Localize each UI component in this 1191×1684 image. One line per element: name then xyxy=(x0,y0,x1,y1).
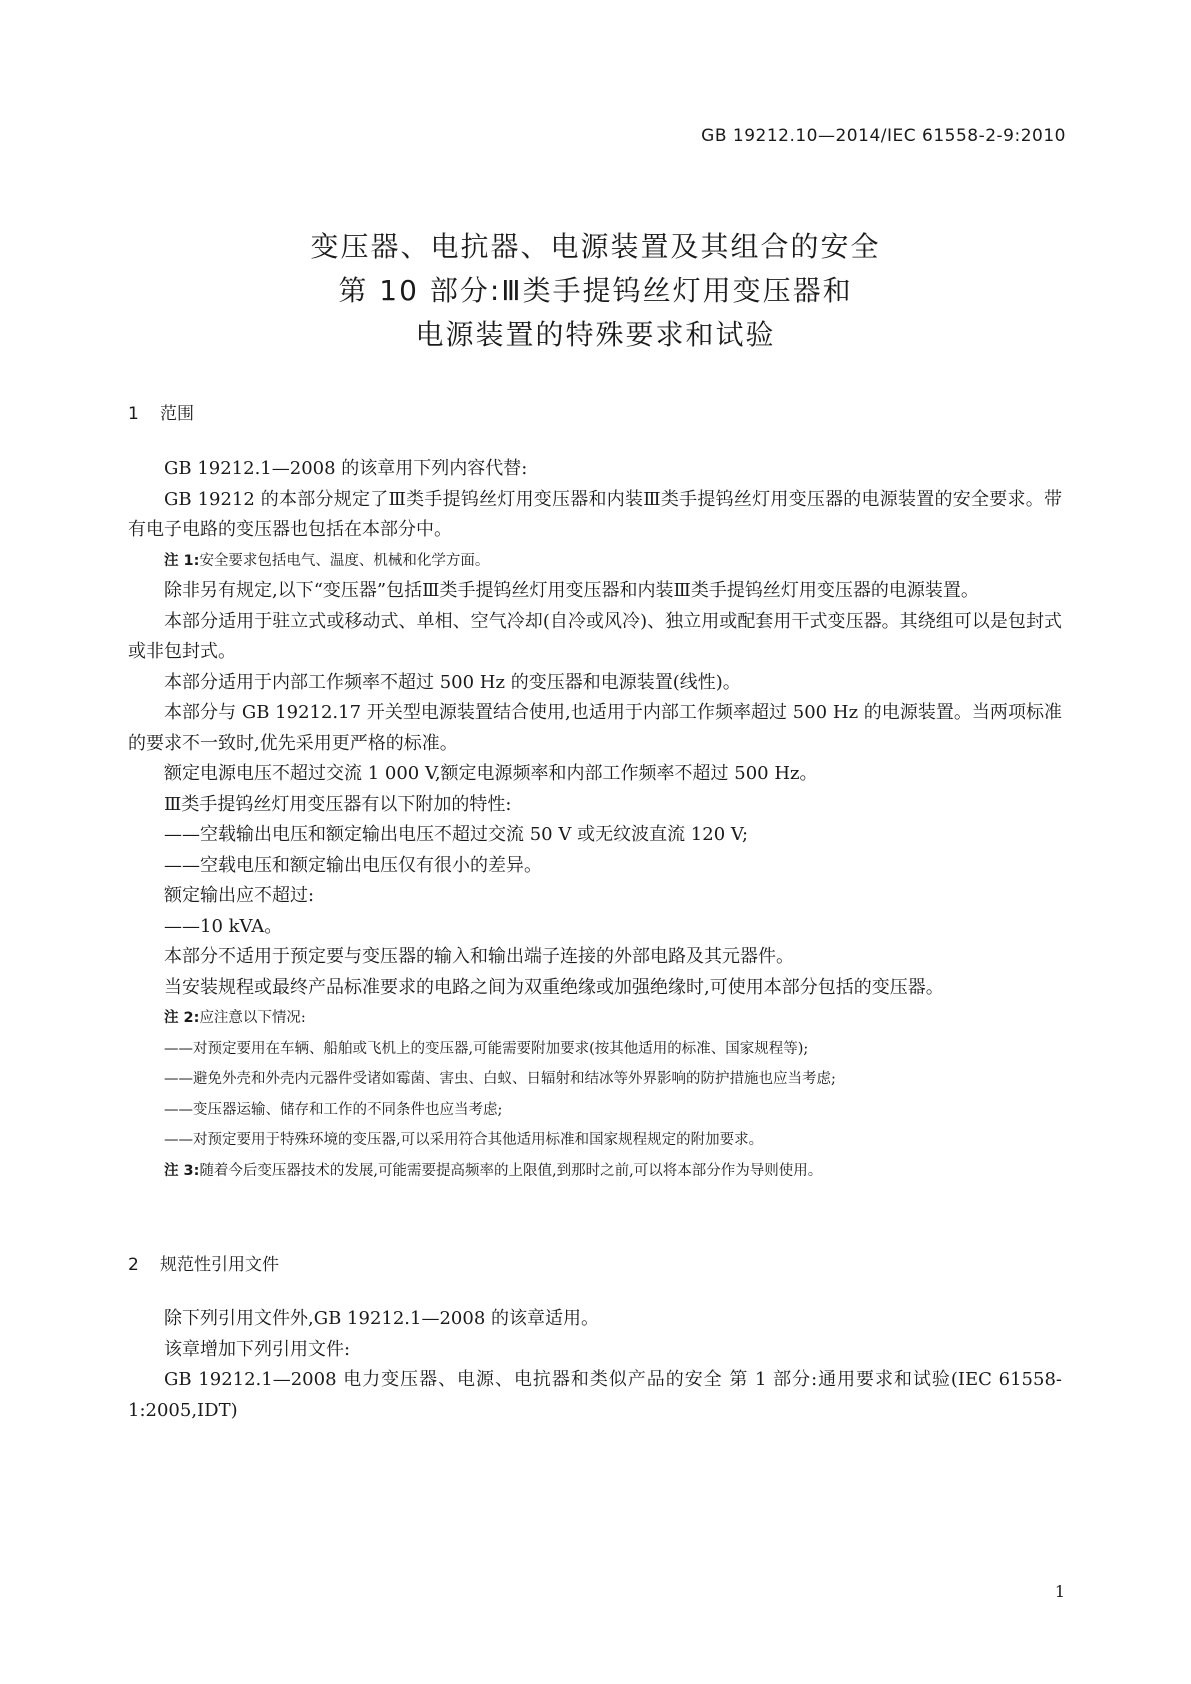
paragraph: 本部分不适用于预定要与变压器的输入和输出端子连接的外部电路及其元器件。 xyxy=(164,946,794,967)
section-2-number: 2 xyxy=(128,1255,139,1275)
note-list-item: ——对预定要用在车辆、船舶或飞机上的变压器,可能需要附加要求(按其他适用的标准、国家规程等); xyxy=(164,1040,809,1057)
section-1-body xyxy=(128,454,1062,1186)
section-2-title: 规范性引用文件 xyxy=(160,1255,279,1275)
page-number: 1 xyxy=(1054,1582,1065,1601)
document-title xyxy=(0,225,1191,357)
title-line-3: 电源装置的特殊要求和试验 xyxy=(415,318,776,351)
note-text: 随着今后变压器技术的发展,可能需要提高频率的上限值,到那时之前,可以将本部分作为导则使用。 xyxy=(199,1162,823,1179)
note-text: 应注意以下情况: xyxy=(199,1010,306,1026)
note-3 xyxy=(128,1156,1062,1187)
paragraph: GB 19212 的本部分规定了Ⅲ类手提钨丝灯用变压器和内装Ⅲ类手提钨丝灯用变压器的电源装置的安全要求。带有电子电路的变压器也包括在本部分中。 xyxy=(128,488,1062,540)
note-label: 注 1: xyxy=(164,552,200,569)
section-2-body xyxy=(128,1304,1062,1426)
paragraph: 本部分与 GB 19212.17 开关型电源装置结合使用,也适用于内部工作频率超过 500 Hz 的电源装置。当两项标准的要求不一致时,优先采用更严格的标准。 xyxy=(128,702,1062,754)
note-list-item: ——对预定要用于特殊环境的变压器,可以采用符合其他适用标准和国家规程规定的附加要求。 xyxy=(164,1132,764,1148)
section-2-heading xyxy=(128,1250,279,1275)
list-item: ——10 kVA。 xyxy=(164,915,283,937)
paragraph: GB 19212.1—2008 电力变压器、电源、电抗器和类似产品的安全 第 1 部分:通用要求和试验(IEC 61558-1:2005,IDT) xyxy=(128,1369,1062,1421)
note-2 xyxy=(128,1003,1062,1034)
list-item: ——空载输出电压和额定输出电压不超过交流 50 V 或无纹波直流 120 V; xyxy=(164,824,749,845)
paragraph: 该章增加下列引用文件: xyxy=(164,1338,351,1360)
note-list-item: ——避免外壳和外壳内元器件受诸如霉菌、害虫、白蚁、日辐射和结冰等外界影响的防护措施也应当考虑; xyxy=(164,1071,836,1087)
paragraph: GB 19212.1—2008 的该章用下列内容代替: xyxy=(164,458,528,479)
note-list-item: ——变压器运输、储存和工作的不同条件也应当考虑; xyxy=(164,1101,503,1118)
list-item: ——空载电压和额定输出电压仅有很小的差异。 xyxy=(164,854,542,876)
note-text: 安全要求包括电气、温度、机械和化学方面。 xyxy=(199,552,490,569)
title-line-2: 第 10 部分:Ⅲ类手提钨丝灯用变压器和 xyxy=(338,274,853,307)
section-1-number: 1 xyxy=(128,404,139,424)
paragraph: 额定电源电压不超过交流 1 000 V,额定电源频率和内部工作频率不超过 500 Hz。 xyxy=(164,763,818,784)
title-line-1: 变压器、电抗器、电源装置及其组合的安全 xyxy=(310,230,881,263)
paragraph: 除下列引用文件外,GB 19212.1—2008 的该章适用。 xyxy=(164,1308,600,1329)
section-1-heading xyxy=(128,399,194,424)
paragraph: 本部分适用于内部工作频率不超过 500 Hz 的变压器和电源装置(线性)。 xyxy=(164,671,741,693)
paragraph: 额定输出应不超过: xyxy=(164,885,315,906)
standard-code: GB 19212.10—2014/IEC 61558-2-9:2010 xyxy=(701,126,1066,146)
paragraph: 除非另有规定,以下“变压器”包括Ⅲ类手提钨丝灯用变压器和内装Ⅲ类手提钨丝灯用变压器的电源装置。 xyxy=(164,580,979,601)
note-1 xyxy=(128,546,1062,577)
note-label: 注 2: xyxy=(164,1010,200,1026)
paragraph: Ⅲ类手提钨丝灯用变压器有以下附加的特性: xyxy=(164,793,512,815)
paragraph: 当安装规程或最终产品标准要求的电路之间为双重绝缘或加强绝缘时,可使用本部分包括的变压器。 xyxy=(164,976,944,998)
note-label: 注 3: xyxy=(164,1162,200,1179)
paragraph: 本部分适用于驻立式或移动式、单相、空气冷却(自冷或风冷)、独立用或配套用干式变压器。其绕组可以是包封式或非包封式。 xyxy=(128,610,1062,662)
section-1-title: 范围 xyxy=(160,404,194,424)
